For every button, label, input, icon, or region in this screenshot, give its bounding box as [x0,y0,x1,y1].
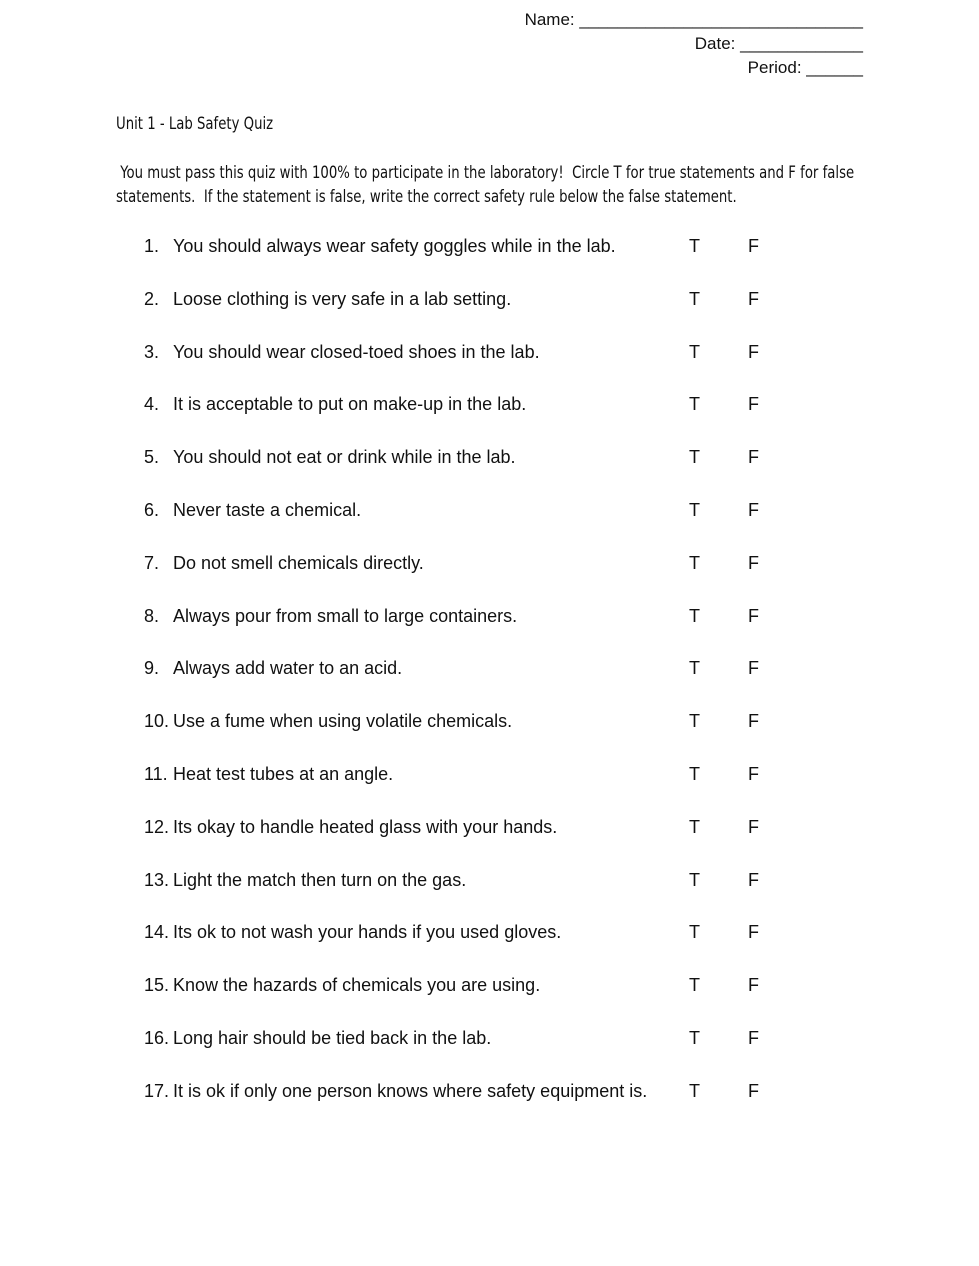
question-number: 9. [144,658,160,679]
question-item [0,1026,979,1079]
question-item [0,920,979,973]
true-option[interactable]: T [689,1027,700,1048]
question-item [0,604,979,657]
instructions [116,161,855,209]
question-number: 14. [144,922,170,943]
question-item [0,340,979,393]
question-number: 7. [144,552,160,573]
question-statement: Its ok to not wash your hands if you used gloves. [173,922,562,943]
true-option[interactable]: T [689,869,700,890]
question-number: 5. [144,447,160,468]
true-option[interactable]: T [689,711,700,732]
question-statement: Loose clothing is very safe in a lab setting. [173,288,512,309]
false-option[interactable]: F [748,341,759,362]
true-option[interactable]: T [689,288,700,309]
question-item [0,762,979,815]
question-statement: It is acceptable to put on make-up in the lab. [173,394,527,415]
question-statement: Its okay to handle heated glass with your hands. [173,816,558,837]
question-item [0,1079,979,1132]
question-item [0,815,979,868]
false-option[interactable]: F [748,922,759,943]
question-item [0,392,979,445]
question-statement: It is ok if only one person knows where safety equipment is. [173,1080,648,1101]
question-number: 17. [144,1080,170,1101]
true-option[interactable]: T [689,975,700,996]
question-number: 12. [144,816,170,837]
question-item [0,709,979,762]
question-statement: Do not smell chemicals directly. [173,552,424,573]
instructions-line-1: You must pass this quiz with 100% to participate in the laboratory! Circle T for true statements and F for false [116,163,855,183]
question-number: 15. [144,975,170,996]
false-option[interactable]: F [748,869,759,890]
question-item [0,551,979,604]
question-statement: You should wear closed-toed shoes in the lab. [173,341,540,362]
false-option[interactable]: F [748,394,759,415]
question-number: 10. [144,711,170,732]
true-option[interactable]: T [689,236,700,256]
instructions-line-2: statements. If the statement is false, write the correct safety rule below the false statement. [116,187,737,207]
false-option[interactable]: F [748,288,759,309]
question-statement: You should not eat or drink while in the lab. [173,447,516,468]
false-option[interactable]: F [748,711,759,732]
question-number: 3. [144,341,160,362]
question-list [0,234,979,1132]
false-option[interactable]: F [748,447,759,468]
question-item [0,498,979,551]
true-option[interactable]: T [689,394,700,415]
true-option[interactable]: T [689,447,700,468]
name-field[interactable]: Name: ______________________________ [524,10,863,29]
question-statement: Never taste a chemical. [173,499,362,520]
question-statement: Heat test tubes at an angle. [173,763,394,784]
question-statement: Always pour from small to large containers. [173,605,518,626]
true-option[interactable]: T [689,658,700,679]
question-item [0,656,979,709]
question-item [0,445,979,498]
question-item [0,287,979,340]
false-option[interactable]: F [748,552,759,573]
question-number: 6. [144,499,160,520]
quiz-title: Unit 1 - Lab Safety Quiz [116,114,274,134]
period-field[interactable]: Period: ______ [747,58,863,77]
student-info-header [525,8,863,80]
false-option[interactable]: F [748,499,759,520]
question-statement: Use a fume when using volatile chemicals. [173,711,513,732]
false-option[interactable]: F [748,236,759,256]
true-option[interactable]: T [689,1080,700,1101]
question-statement: Light the match then turn on the gas. [173,869,467,890]
false-option[interactable]: F [748,763,759,784]
true-option[interactable]: T [689,552,700,573]
true-option[interactable]: T [689,341,700,362]
question-statement: Long hair should be tied back in the lab. [173,1027,492,1048]
question-item [0,234,979,287]
question-item [0,973,979,1026]
false-option[interactable]: F [748,975,759,996]
question-number: 2. [144,288,160,309]
question-statement: Always add water to an acid. [173,658,403,679]
question-number: 1. [144,236,160,256]
false-option[interactable]: F [748,816,759,837]
false-option[interactable]: F [748,658,759,679]
question-number: 13. [144,869,170,890]
question-number: 8. [144,605,160,626]
true-option[interactable]: T [689,499,700,520]
question-statement: You should always wear safety goggles while in the lab. [173,236,616,256]
false-option[interactable]: F [748,605,759,626]
question-number: 16. [144,1027,170,1048]
true-option[interactable]: T [689,816,700,837]
true-option[interactable]: T [689,605,700,626]
question-statement: Know the hazards of chemicals you are using. [173,975,541,996]
question-item [0,868,979,921]
false-option[interactable]: F [748,1027,759,1048]
question-number: 11. [144,763,168,784]
false-option[interactable]: F [748,1080,759,1101]
true-option[interactable]: T [689,763,700,784]
date-field[interactable]: Date: _____________ [694,34,863,53]
true-option[interactable]: T [689,922,700,943]
question-number: 4. [144,394,160,415]
